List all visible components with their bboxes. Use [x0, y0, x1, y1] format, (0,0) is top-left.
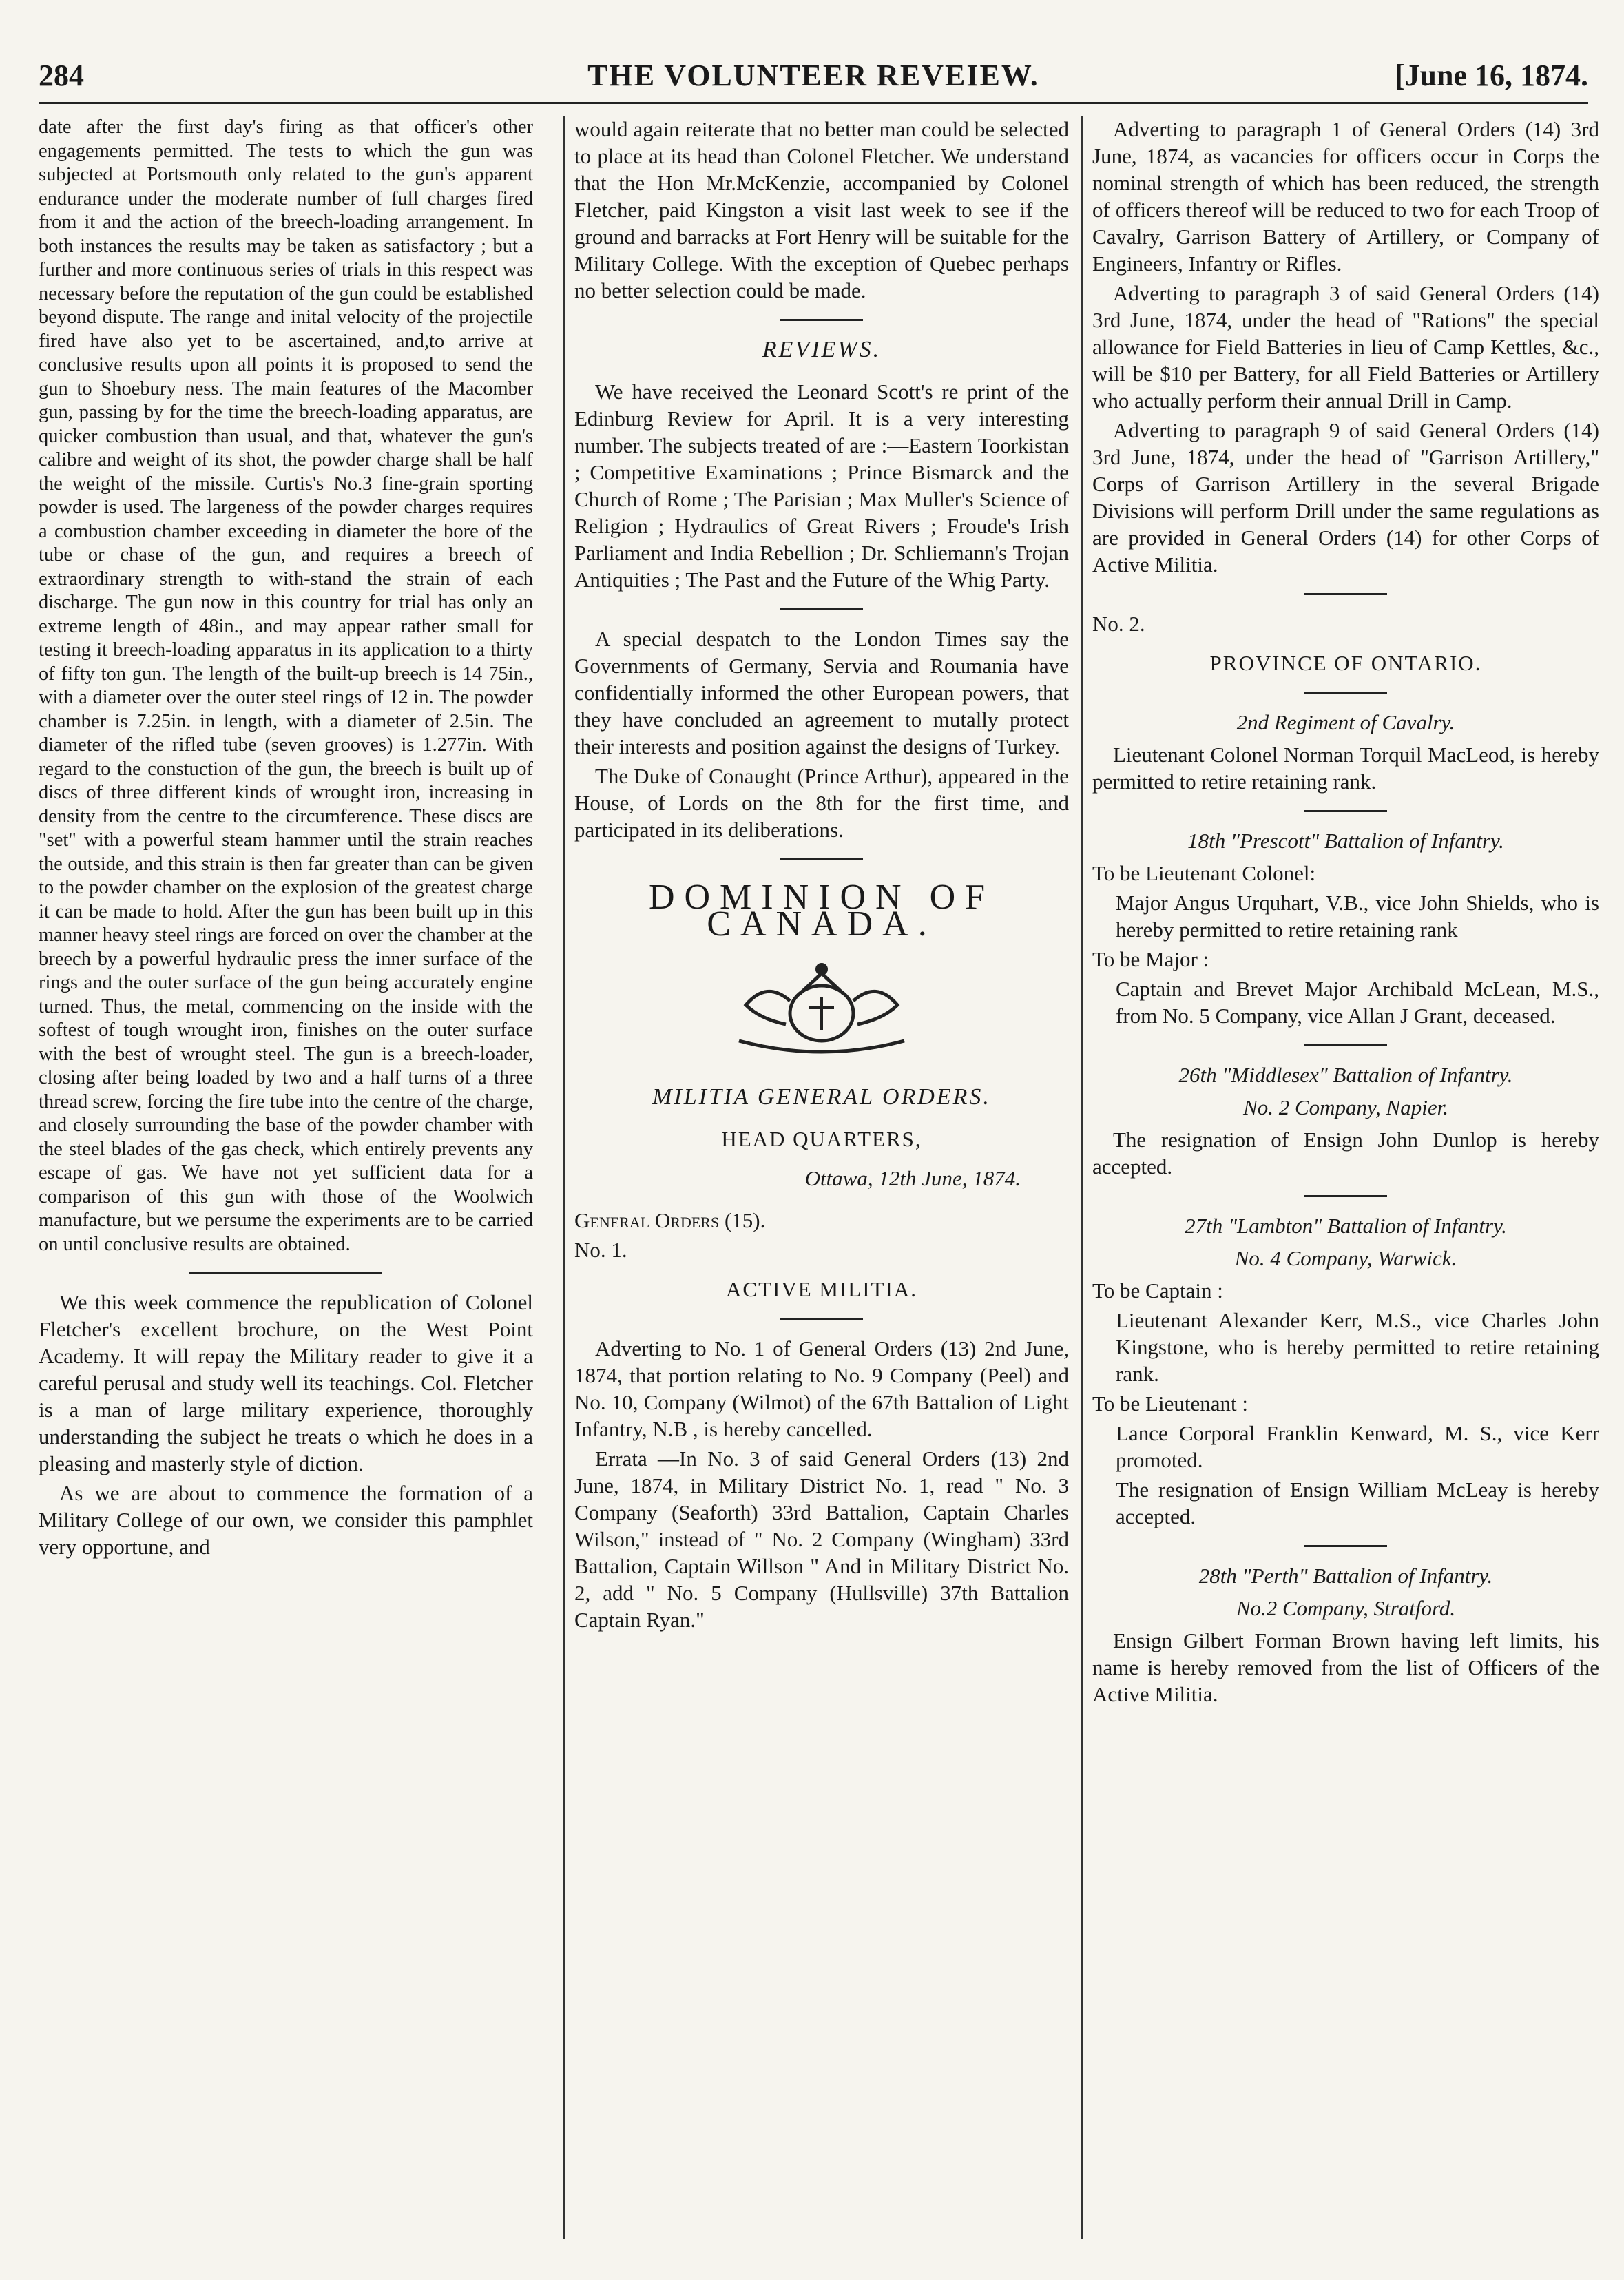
order-paragraph: Adverting to paragraph 3 of said General Orders (14) 3rd June, 1874, under the head of "Rations" the special allowance for Field Batteries in lieu of Camp Kettles, &c., will be $10 per Battery, for all Field Batteries or Artillery who actually perform their annual Drill in Camp. — [1092, 281, 1599, 413]
divider — [780, 319, 863, 321]
gun-article-text: date after the first day's firing as that officer's other engagements permitted. The tests to which the gun was subjected at Portsmouth only related to the gun's apparent endurance under the moderate number of full charges fired from it and the action of the breech-loading arrangement. In both instances the results may be taken as satisfactory ; but a further and more continuous series of trials in this respect was necessary before the reputation of the gun could be established beyond dispute. The range and inital velocity of the projectile fired have also yet to be ascertained, and,to arrive at conclusive results upon all points it is proposed to send the gun to Shoebury ness. The main features of the Macomber gun, passing by for the time the breech-loading apparatus, are quicker combustion than usual, and that, whatever the gun's calibre and weight of its shot, the powder charge shall be half the weight of the missile. Curtis's No.3 fine-grain sporting powder is used. The largeness of the powder charges requires a combustion chamber exceeding in diameter the bore of the tube or chase of the gun, and requires a breech of extraordinary strength to with-stand the strain of each discharge. The gun now in this country for trial has only an extreme length of 48in., and may appear rather small for testing it breech-loading apparatus in its application to a thirty of fifty ton gun. The length of the built-up breech is 14 75in., with a diameter over the outer steel rings of 12 in. The powder chamber is 7.25in. in length, with a diameter of 2.5in. The diameter of the rifled tube (seven grooves) is 1.277in. With regard to the constuction of the gun, the breech is built up of discs of three different kinds of wrought iron, increasing in density from the centre to the circumference. These discs are "set" with a powerful steam hammer until the strain reaches the outside, and this strain is then far greater than can be given to the powder chamber on the explosion of the greatest charge it can be made to hold. After the gun has been built up in this manner heavy steel rings are forced on over the chamber at the breech by a powerful hydraulic press the inner surface of the rings and the outer surface of the gun being accurately engine turned. Thus, the metal, commencing on the inside with the softest of tough wrought iron, finishes on the outer surface with the best of wrought steel. The gun is a breech-loader, closing after being loaded by two and a half turns of a three thread screw, forcing the fire tube into the centre of the charge, and closely surrounding the base of the powder chamber with the steel blades of the gas check, which entirely prevents any escape of gas. We have not yet sufficient data for a comparison of this gun with those of the Woolwich manufacture, but we persume the experiments are to be carried on until conclusive results are obtained. — [39, 116, 533, 1255]
divider — [1304, 810, 1387, 812]
divider — [780, 858, 863, 860]
unit-heading: 28th "Perth" Battalion of Infantry. — [1198, 1564, 1493, 1588]
fletcher-paragraph: We this week commence the republication of Colonel Fletcher's excellent brochure, on the West Point Academy. It will repay the Military reader to give it a careful perusal and study well its teachings. Col. Fletcher is a man of large military experience, thoroughly understanding the subject he treats o which he does in a pleasing and masterly style of diction. — [39, 1290, 533, 1475]
dateline: Ottawa, 12th June, 1874. — [804, 1166, 1021, 1190]
order-paragraph: Adverting to No. 1 of General Orders (13) 2nd June, 1874, that portion relating to No. 9 Company (Peel) and No. 10, Company (Wilmot) of the 67th Battalion of Light Infantry, N.B , is hereby cancelled. — [574, 1336, 1069, 1441]
active-militia-heading: ACTIVE MILITIA. — [726, 1277, 917, 1301]
divider — [780, 1318, 863, 1320]
general-orders-number: General Orders (15). — [574, 1208, 766, 1232]
divider — [780, 608, 863, 610]
duke-paragraph: The Duke of Conaught (Prince Arthur), appeared in the House, of Lords on the 8th for the first time, and participated in its deliberations. — [574, 764, 1069, 842]
college-paragraph: As we are about to commence the formation of a Military College of our own, we consider this pamphlet very opportune, and — [39, 1481, 533, 1559]
section-number: No. 2. — [1092, 612, 1145, 636]
order-paragraph: Adverting to paragraph 9 of said General Orders (14) 3rd June, 1874, under the head of "Garrison Artillery," Corps of Garrison Artillery in the several Brigade Divisions will perform Drill under the same regulations as are provided in General Orders (14) for other Corps of Active Militia. — [1092, 418, 1599, 577]
unit-heading: 2nd Regiment of Cavalry. — [1236, 710, 1455, 734]
order-entry: Captain and Brevet Major Archibald McLean, M.S., from No. 5 Company, vice Allan J Grant, deceased. — [1116, 977, 1599, 1028]
order-paragraph: Adverting to paragraph 1 of General Orders (14) 3rd June, 1874, as vacancies for officers occur in Corps the nominal strength of which has been reduced, the strength of officers thereof will be reduced to two for each Troop of Cavalry, Garrison Battery of Artillery, or Company of Engineers, Infantry or Rifles. — [1092, 117, 1599, 276]
edinburgh-review-paragraph: We have received the Leonard Scott's re print of the Edinburg Review for April. It is a very interesting number. The subjects treated of are :—Eastern Toorkistan ; Competitive Examinations ; Prince Bismarck and the Church of Rome ; The Parisian ; Max Muller's Science of Religion ; Hydraulics of Great Rivers ; Froude's Irish Parliament and India Rebellion ; Dr. Schliemann's Trojan Antiquities ; The Past and the Future of the Whig Party. — [574, 380, 1069, 592]
order-entry: Ensign Gilbert Forman Brown having left limits, his name is hereby removed from the list of Officers of the Active Militia. — [1092, 1628, 1599, 1706]
column-2 — [563, 116, 1069, 2239]
section-number: No. 1. — [574, 1238, 627, 1262]
gun-article — [39, 116, 533, 1256]
royal-crest-icon — [718, 953, 925, 1056]
divider — [189, 1272, 382, 1274]
order-entry: Lance Corporal Franklin Kenward, M. S., vice Kerr promoted. — [1116, 1421, 1599, 1472]
unit-heading: 26th "Middlesex" Battalion of Infantry. — [1178, 1063, 1513, 1087]
rank-label: To be Lieutenant : — [1092, 1391, 1248, 1416]
unit-heading: 18th "Prescott" Battalion of Infantry. — [1187, 829, 1504, 853]
province-heading: PROVINCE OF ONTARIO. — [1209, 651, 1482, 675]
reviews-heading: REVIEWS. — [762, 337, 882, 362]
masthead — [39, 54, 1588, 104]
divider — [1304, 593, 1387, 595]
divider — [1304, 1545, 1387, 1547]
head-quarters: HEAD QUARTERS, — [721, 1127, 922, 1151]
divider — [1304, 1195, 1387, 1197]
company-subheading: No. 2 Company, Napier. — [1243, 1095, 1448, 1119]
publication-title: THE VOLUNTEER REVEIEW. — [587, 59, 1039, 92]
unit-heading: 27th "Lambton" Battalion of Infantry. — [1185, 1214, 1507, 1238]
divider — [1304, 1044, 1387, 1046]
order-entry: Lieutenant Alexander Kerr, M.S., vice Charles John Kingstone, who is hereby permitted to retire retaining rank. — [1116, 1308, 1599, 1386]
order-entry: Major Angus Urquhart, V.B., vice John Shields, who is hereby permitted to retire retaining rank — [1116, 891, 1599, 942]
page-number: 284 — [39, 59, 84, 92]
errata-paragraph: Errata —In No. 3 of said General Orders (13) 2nd June, 1874, in Military District No. 1, read " No. 3 Company (Seaforth) 33rd Battalion, Captain Charles Wilson," instead of " No. 2 Company (Wingham) 33rd Battalion, Captain Willson " And in Military District No. 2, add " No. 5 Company (Hullsville) 37th Battalion Captain Ryan." — [574, 1447, 1069, 1632]
rank-label: To be Major : — [1092, 947, 1209, 971]
dominion-title: DOMINION OF CANADA. — [648, 878, 995, 944]
order-entry: The resignation of Ensign William McLeay is hereby accepted. — [1116, 1478, 1599, 1528]
company-subheading: No.2 Company, Stratford. — [1236, 1596, 1456, 1620]
company-subheading: No. 4 Company, Warwick. — [1234, 1246, 1457, 1270]
rank-label: To be Captain : — [1092, 1278, 1223, 1303]
militia-orders-title: MILITIA GENERAL ORDERS. — [652, 1084, 991, 1110]
order-entry: The resignation of Ensign John Dunlop is hereby accepted. — [1092, 1128, 1599, 1179]
column-1 — [39, 116, 533, 2239]
issue-date: [June 16, 1874. — [1394, 59, 1588, 92]
column-3 — [1081, 116, 1599, 2239]
order-entry: Lieutenant Colonel Norman Torquil MacLeod, is hereby permitted to retire retaining rank. — [1092, 743, 1599, 794]
times-despatch-paragraph: A special despatch to the London Times say the Governments of Germany, Servia and Roumania have confidentially informed the other European powers, that they have concluded an agreement to mutally protect their interests and position against the designs of Turkey. — [574, 627, 1069, 758]
rank-label: To be Lieutenant Colonel: — [1092, 861, 1316, 885]
divider — [1304, 692, 1387, 694]
college-continuation: would again reiterate that no better man could be selected to place at its head than Colonel Fletcher. We understand that the Hon Mr.McKenzie, accompanied by Colonel Fletcher, paid Kingston a visit last week to see if the ground and barracks at Fort Henry will be suitable for the Military College. With the exception of Quebec perhaps no better selection could be made. — [574, 117, 1069, 302]
